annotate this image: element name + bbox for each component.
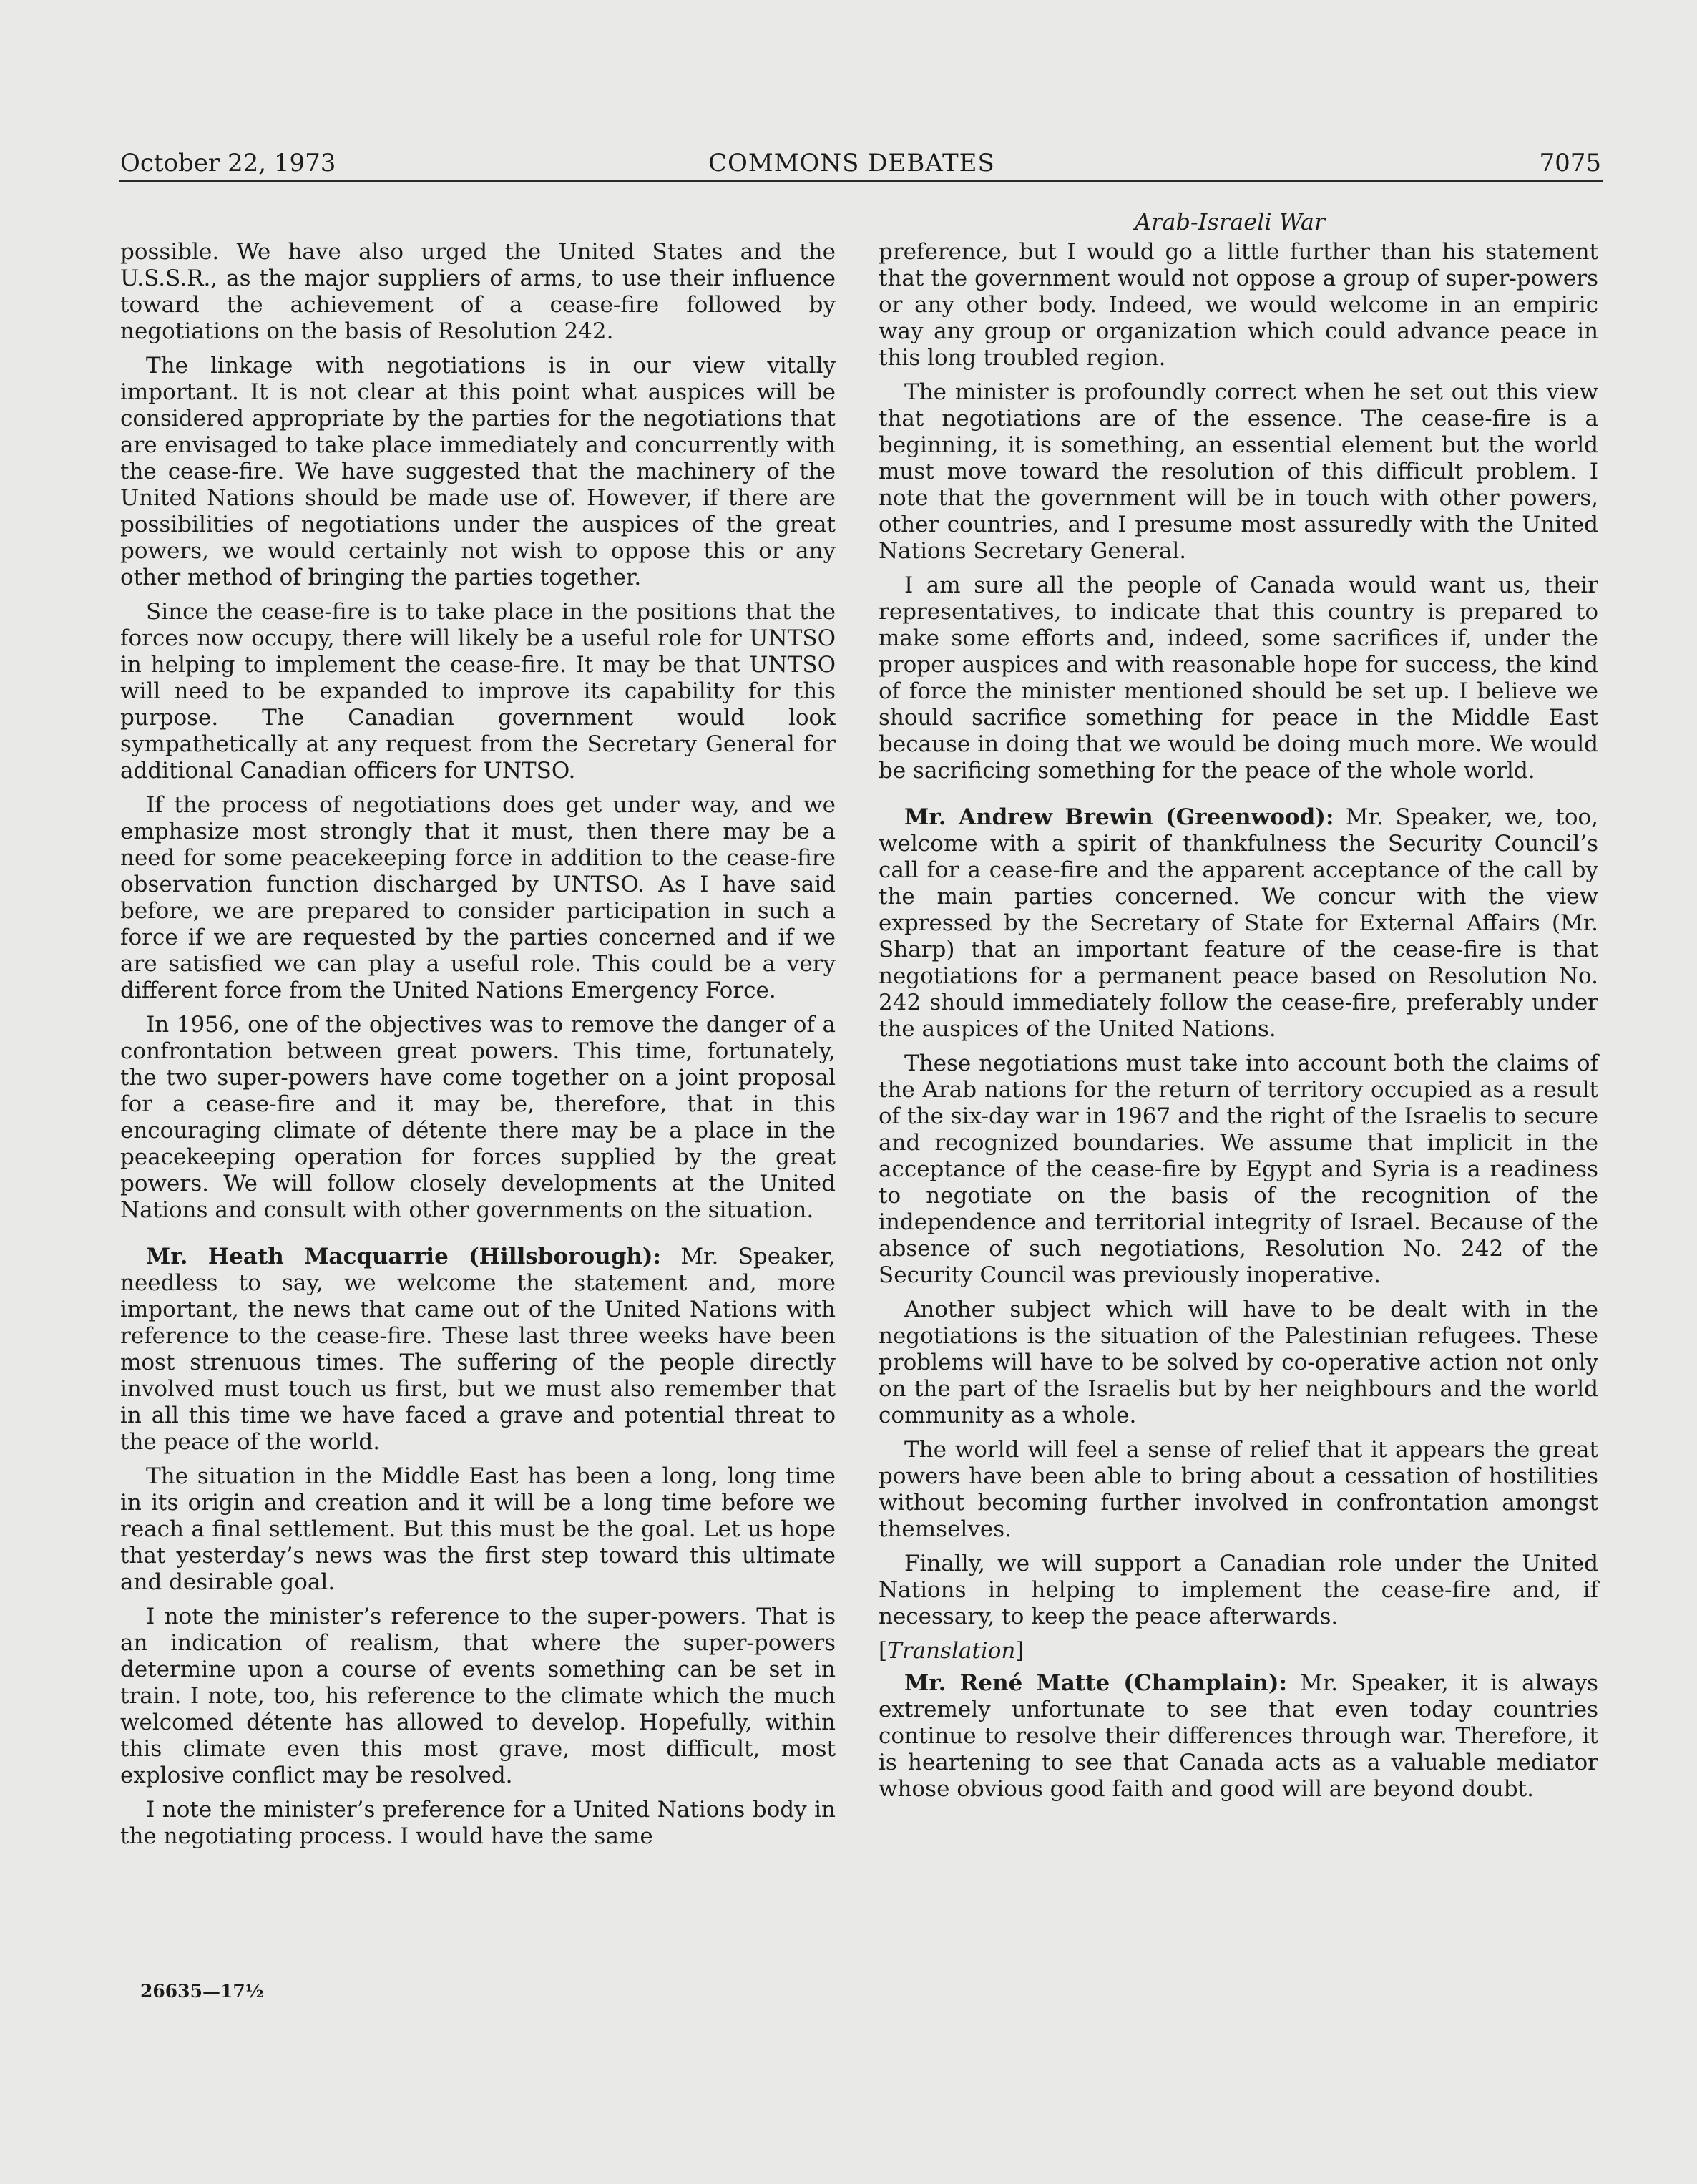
speech-paragraph [879, 804, 1598, 1043]
paragraph: In 1956, one of the objectives was to remove the danger of a confrontation between great powers. This time, fortunately, the two super-powers have come together on a joint proposal for a cease-fire and it may be, therefore, that in this encouraging climate of détente there may be a place in the peacekeeping operation for forces supplied by the great powers. We will follow closely developments at the United Nations and consult with other governments on the situation. [120, 1012, 836, 1223]
speech-paragraph [879, 1670, 1598, 1803]
paragraph: preference, but I would go a little further than his statement that the government would not oppose a group of super-powers or any other body. Indeed, we would welcome in an empiric way any group or organization which could advance peace in this long troubled region. [879, 239, 1598, 371]
paragraph: I note the minister’s preference for a United Nations body in the negotiating process. I would have the same [120, 1797, 836, 1849]
header-rule [119, 180, 1603, 182]
paragraph: possible. We have also urged the United States and the U.S.S.R., as the major suppliers of arms, to use their influence toward the achievement of a cease-fire followed by negotiations on the basis of Resolution 242. [120, 239, 836, 344]
paragraph: I note the minister’s reference to the super-powers. That is an indication of realism, that where the super-powers determine upon a course of events something can be set in train. I note, too, his reference to the climate which the much welcomed détente has allowed to develop. Hopefully, within this climate even this most grave, most difficult, most explosive conflict may be resolved. [120, 1604, 836, 1788]
running-head: Arab-Israeli War [1135, 208, 1326, 235]
speaker-name: Mr. Heath Macquarrie (Hillsborough): [146, 1244, 662, 1269]
speech-paragraph [120, 1244, 836, 1456]
paragraph: Another subject which will have to be dealt with in the negotiations is the situation of the Palestinian refugees. These problems will have to be solved by co-operative action not only on the part of the Israelis but by her neighbours and the world community as a whole. [879, 1297, 1598, 1428]
speech-text: Mr. Speaker, it is always extremely unfortunate to see that even today countries continue to resolve their differences through war. Therefore, it is heartening to see that Canada acts as a valuable mediator whose obvious good faith and good will are beyond doubt. [879, 1670, 1598, 1802]
paragraph: Finally, we will support a Canadian role under the United Nations in helping to implement the cease-fire and, if necessary, to keep the peace afterwards. [879, 1551, 1598, 1629]
bracket-open: [ [879, 1638, 888, 1664]
paragraph: The situation in the Middle East has been a long, long time in its origin and creation and it will be a long time before we reach a final settlement. But this must be the goal. Let us hope that yesterday’s news was the first step toward this ultimate and desirable goal. [120, 1463, 836, 1595]
paragraph: The linkage with negotiations is in our view vitally important. It is not clear at this point what auspices will be considered appropriate by the parties for the negotiations that are envisaged to take place immediately and concurrently with the cease-fire. We have suggested that the machinery of the United Nations should be made use of. However, if there are possibilities of negotiations under the auspices of the great powers, we would certainly not wish to oppose this or any other method of bringing the parties together. [120, 353, 836, 590]
left-column [120, 239, 836, 1858]
right-column [879, 239, 1598, 1810]
bracket-close: ] [1015, 1638, 1024, 1664]
page-number: 7075 [1539, 149, 1601, 177]
paragraph: The world will feel a sense of relief that it appears the great powers have been able to bring about a cessation of hostilities without becoming further involved in confrontation amongst themselves. [879, 1437, 1598, 1542]
footer-code: 26635—17½ [140, 1981, 264, 2002]
speaker-name: Mr. Andrew Brewin (Greenwood): [904, 804, 1334, 830]
paragraph: The minister is profoundly correct when he set out this view that negotiations are of the essence. The cease-fire is a beginning, it is something, an essential element but the world must move toward the resolution of this difficult problem. I note that the government will be in touch with other powers, other countries, and I presume most assuredly with the United Nations Secretary General. [879, 379, 1598, 564]
translation-label: Translation [887, 1638, 1016, 1664]
paragraph: I am sure all the people of Canada would want us, their representatives, to indicate that this country is prepared to make some efforts and, indeed, some sacrifices if, under the proper auspices and with reasonable hope for success, the kind of force the minister mentioned should be set up. I believe we should sacrifice something for peace in the Middle East because in doing that we would be doing much more. We would be sacrificing something for the peace of the whole world. [879, 572, 1598, 784]
header-title: COMMONS DEBATES [708, 149, 995, 177]
paragraph: If the process of negotiations does get under way, and we emphasize most strongly that it must, then there may be a need for some peacekeeping force in addition to the cease-fire observation function discharged by UNTSO. As I have said before, we are prepared to consider participation in such a force if we are requested by the parties concerned and if we are satisfied we can play a useful role. This could be a very different force from the United Nations Emergency Force. [120, 792, 836, 1003]
header-date: October 22, 1973 [120, 149, 336, 177]
speech-text: Mr. Speaker, needless to say, we welcome the statement and, more important, the news that came out of the United Nations with reference to the cease-fire. These last three weeks have been most strenuous times. The suffering of the people directly involved must touch us first, but we must also remember that in all this time we have faced a grave and potential threat to the peace of the world. [120, 1244, 836, 1455]
paragraph: Since the cease-fire is to take place in the positions that the forces now occupy, there will likely be a useful role for UNTSO in helping to implement the cease-fire. It may be that UNTSO will need to be expanded to improve its capability for this purpose. The Canadian government would look sympathetically at any request from the Secretary General for additional Canadian officers for UNTSO. [120, 599, 836, 784]
speech-text: Mr. Speaker, we, too, welcome with a spirit of thankfulness the Security Council’s call for a cease-fire and the apparent acceptance of the call by the main parties concerned. We concur with the view expressed by the Secretary of State for External Affairs (Mr. Sharp) that an important feature of the cease-fire is that negotiations for a permanent peace based on Resolution No. 242 should immediately follow the cease-fire, preferably under the auspices of the United Nations. [879, 804, 1599, 1042]
translation-tag [879, 1638, 1598, 1664]
paragraph: These negotiations must take into account both the claims of the Arab nations for the return of territory occupied as a result of the six-day war in 1967 and the right of the Israelis to secure and recognized boundaries. We assume that implicit in the acceptance of the cease-fire by Egypt and Syria is a readiness to negotiate on the basis of the recognition of the independence and territorial integrity of Israel. Because of the absence of such negotiations, Resolution No. 242 of the Security Council was previously inoperative. [879, 1050, 1598, 1288]
speaker-name: Mr. René Matte (Champlain): [904, 1670, 1288, 1696]
